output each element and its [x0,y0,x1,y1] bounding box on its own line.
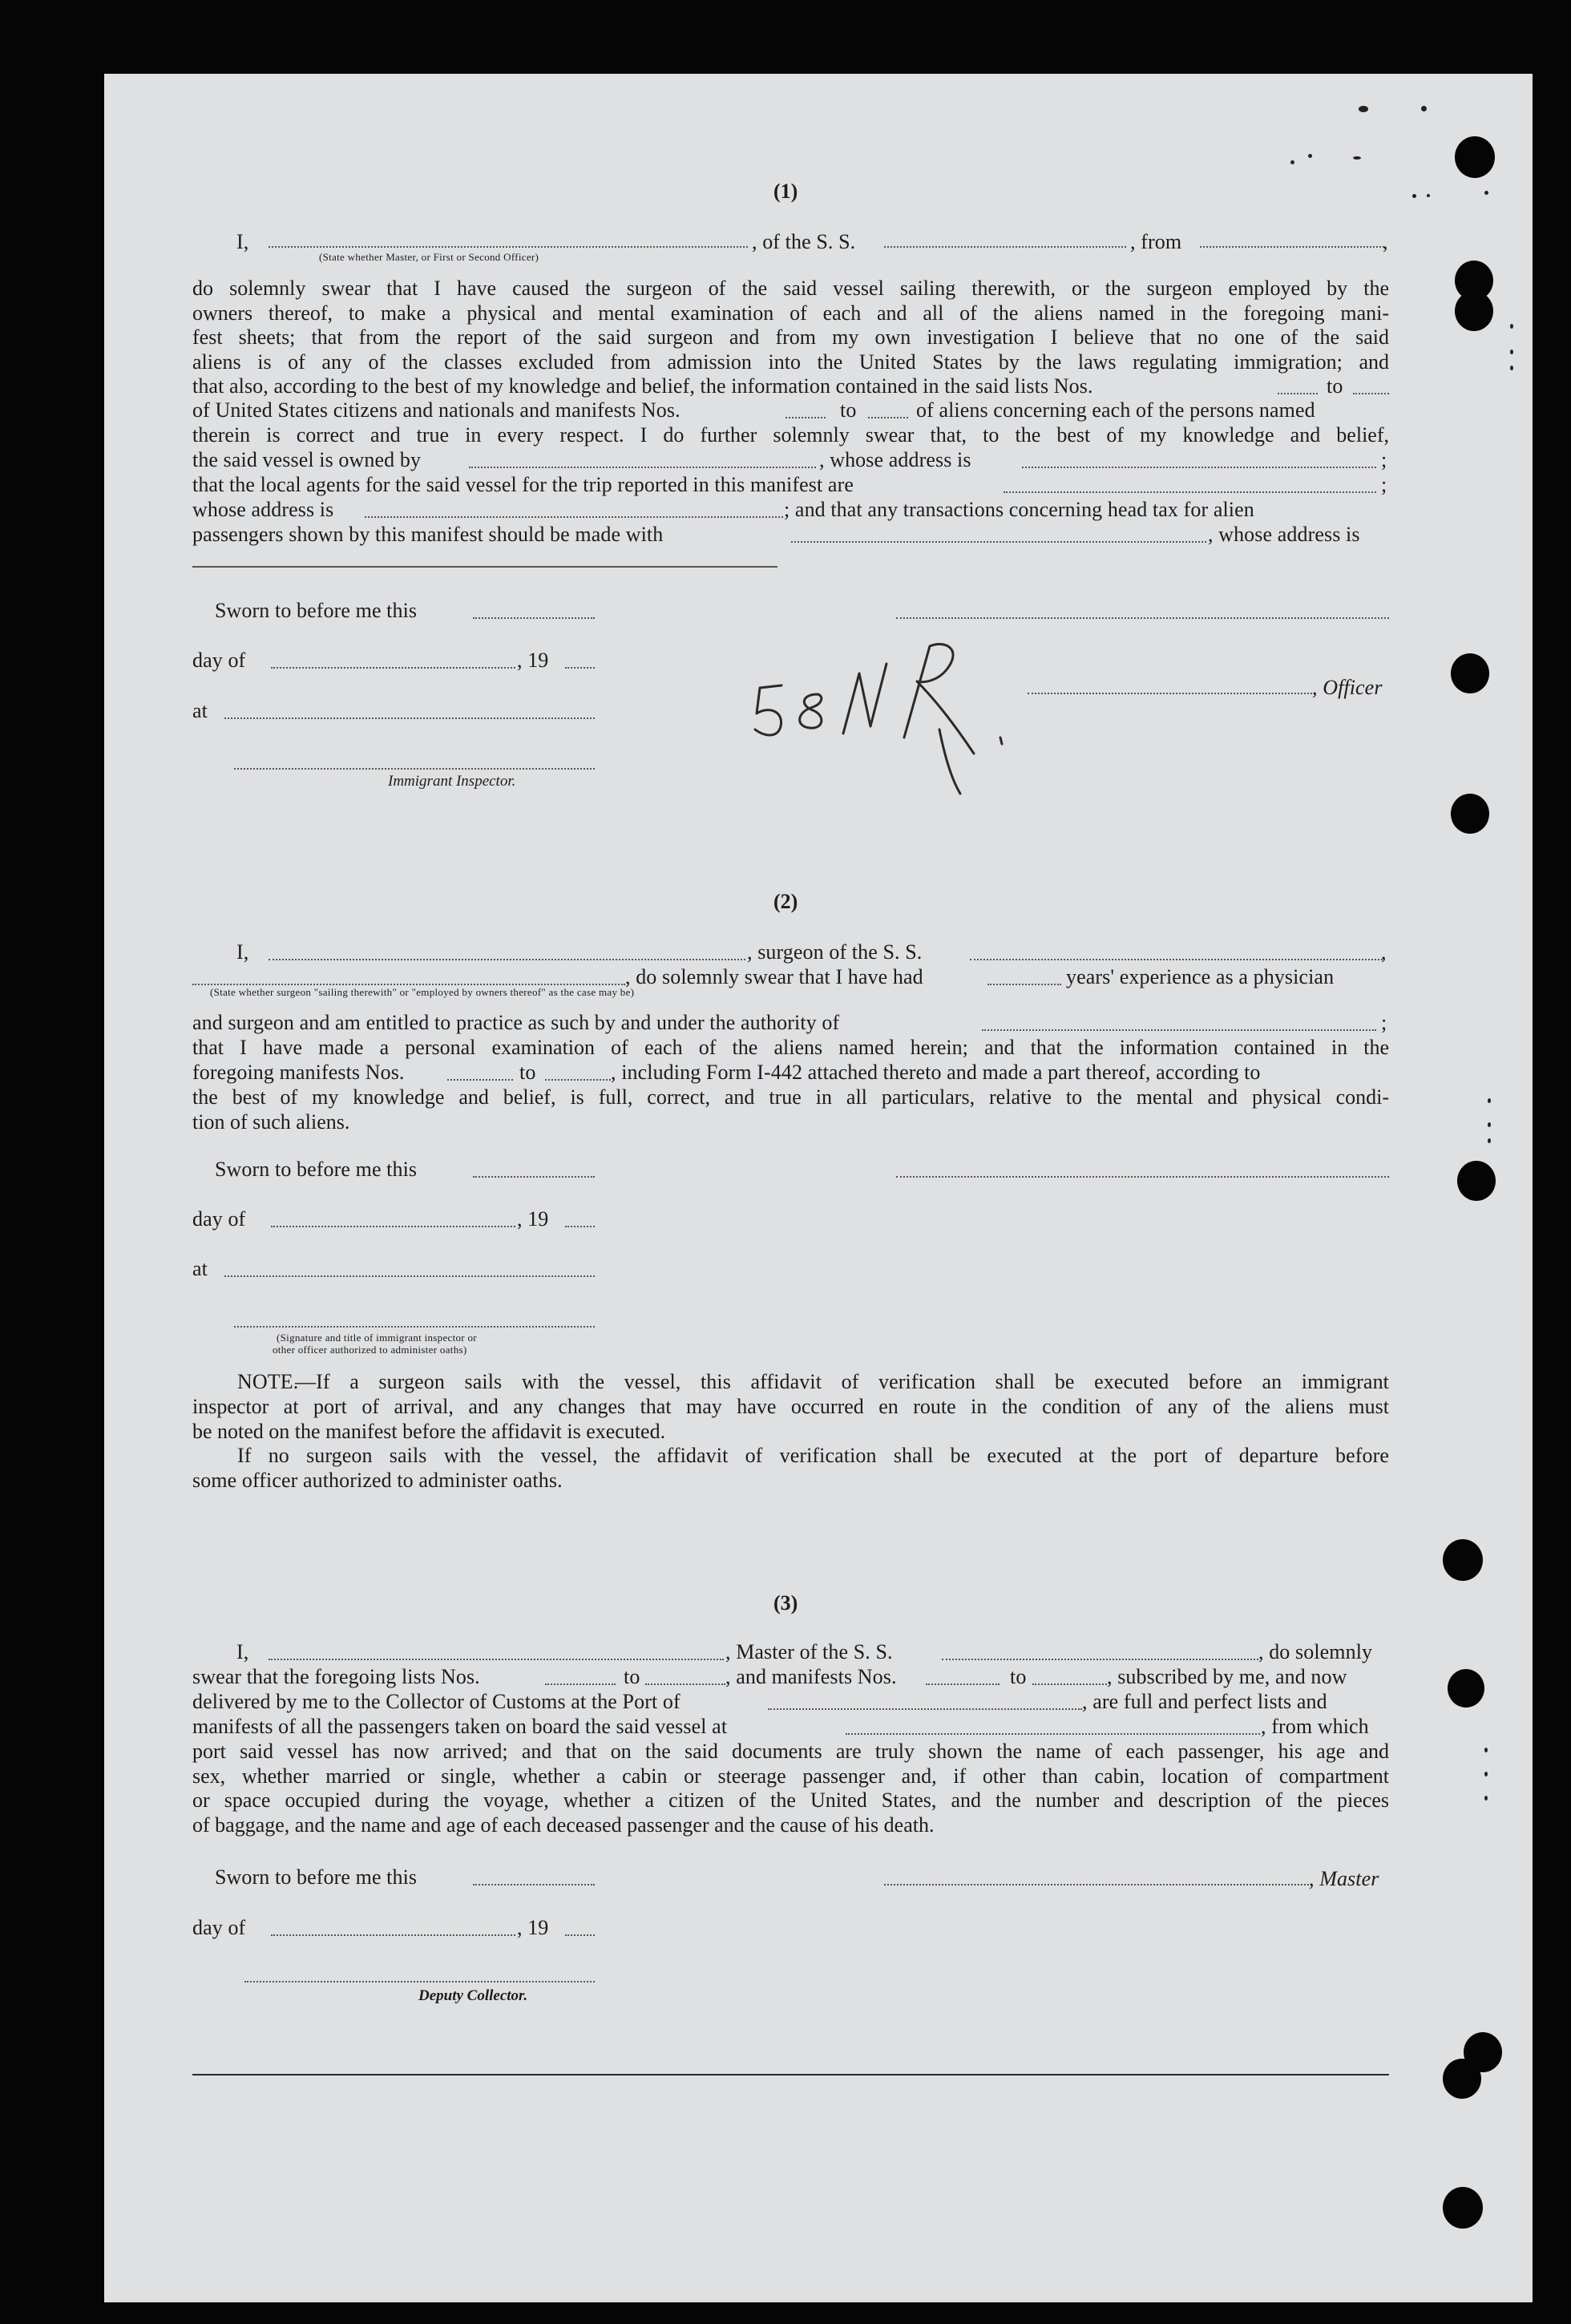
s2-surgeon-name-field[interactable] [269,959,745,960]
speck [1308,154,1312,158]
note-line: some officer authorized to administer oaths. [192,1469,563,1492]
note-line: inspector at port of arrival, and any changes that may have occurred en route in the condition of any of the aliens must [192,1395,1389,1418]
note-line: —If a surgeon sails with the vessel, this affidavit of verification shall be executed before an immigrant [295,1370,1389,1393]
s1-nineteen: , 19 [517,649,549,672]
s1-officer-signature-field[interactable] [896,617,1389,619]
s1-sworn-day-field[interactable] [473,617,595,619]
s2-solemnly-swear: , do solemnly swear that I have had [625,965,923,988]
s1-manifests-to-field[interactable] [868,417,908,418]
s1-manifests-from-field[interactable] [786,417,826,418]
speck [1484,1748,1488,1752]
s1-month-field[interactable] [271,667,515,669]
note-line: If no surgeon sails with the vessel, the affidavit of verification shall be executed at the port of departure before [237,1444,1389,1467]
section-2-number: (2) [773,890,798,913]
s2-para-line: that I have made a personal examination of each of the aliens named herein; and that the information contained in the [192,1036,1389,1059]
s3-line1-i: I, [236,1640,249,1663]
speck [1290,160,1294,164]
binder-hole [1464,2032,1502,2072]
handwriting-text: 58 NR [745,625,748,626]
s3-to-2: to [1010,1665,1027,1688]
s2-month-field[interactable] [271,1226,515,1227]
s1-head-tax: ; and that any transactions concerning head tax for alien [784,498,1254,521]
s1-line1-comma: , [1383,230,1388,253]
s1-semicolon: ; [1381,448,1387,471]
s3-master-name-field[interactable] [269,1659,724,1660]
s2-form-text: , including Form I-442 attached thereto and made a part thereof, according to [611,1061,1261,1084]
s1-line1-of: , of the S. S. [752,230,856,253]
binder-hole [1455,291,1493,331]
speck [1510,350,1513,354]
s3-full-perfect: , are full and perfect lists and [1082,1690,1327,1713]
s2-sailing-note: (State whether surgeon "sailing therewith" or "employed by owners thereof" as the case may be) [210,986,635,998]
section-3-number: (3) [773,1591,798,1615]
s2-manifests-from-field[interactable] [447,1079,513,1081]
speck [1412,194,1416,198]
note-lead: NOTE. [237,1370,299,1393]
speck [1510,324,1513,329]
s1-para-line6: of United States citizens and nationals and manifests Nos. [192,398,680,422]
s1-vessel-name-field[interactable] [884,246,1126,248]
s1-officer-line-field[interactable] [1028,693,1312,694]
s1-sworn: Sworn to before me this [215,599,418,622]
s2-para-line: tion of such aliens. [192,1109,350,1134]
s2-line1-i: I, [236,940,249,964]
binder-hole [1443,1539,1483,1581]
speck [1484,1796,1488,1801]
s3-to: to [624,1665,640,1688]
s1-at-field[interactable] [224,717,595,719]
s2-manifests-to-field[interactable] [545,1079,611,1081]
s1-head-tax-address-field[interactable] [192,566,777,568]
s3-subscribed: , subscribed by me, and now [1107,1665,1347,1688]
s2-sworn: Sworn to before me this [215,1158,418,1181]
binder-hole [1443,2187,1483,2229]
s3-solemnly: , do solemnly [1258,1640,1373,1663]
s1-line1-from: , from [1130,230,1182,253]
s1-lists-from-field[interactable] [1278,393,1318,394]
speck [1510,366,1513,370]
s2-years-experience: years' experience as a physician [1066,965,1335,988]
s3-para-line: sex, whether married or single, whether a cabin or steerage passenger and, if other than cabin, location of compartment [192,1764,1389,1788]
s1-to: to [1327,374,1343,398]
s3-manifests-to-field[interactable] [1032,1683,1107,1685]
s3-master-signature-field[interactable] [884,1884,1309,1885]
s1-para-line: fest sheets; that from the report of the said surgeon and from my own investigation I believe that no one of the said [192,325,1389,349]
s3-paragraph [192,1740,1389,1837]
s1-line1-i: I, [236,230,249,253]
s3-collector-label: Deputy Collector. [418,1987,528,2004]
speck [1488,1098,1491,1103]
s1-inspector-label: Immigrant Inspector. [388,773,516,790]
s2-authority: and surgeon and am entitled to practice as such by and under the authority of [192,1011,840,1034]
s3-month-field[interactable] [271,1934,515,1936]
s1-agents-address-label: whose address is [192,498,334,521]
section-1-number: (1) [773,180,798,203]
s1-agents-address-field[interactable] [365,516,783,518]
s1-owner-address-field[interactable] [1022,467,1376,468]
s2-paragraph [192,1036,1389,1061]
s1-local-agents: that the local agents for the said vessel for the trip reported in this manifest are [192,473,854,496]
s1-owned-by: the said vessel is owned by [192,448,422,471]
s2-to: to [519,1061,536,1084]
s1-agents-field[interactable] [1004,491,1376,493]
s1-inspector-signature-field[interactable] [234,768,595,770]
s3-master-label: , Master [1309,1867,1379,1890]
s1-head-tax-party-field[interactable] [791,541,1206,543]
s3-sworn-day-field[interactable] [473,1884,595,1885]
speck [1488,1122,1491,1127]
note-line-1-wrap [295,1370,1389,1394]
s2-years-field[interactable] [987,984,1061,985]
s3-boarded-at-field[interactable] [846,1733,1260,1735]
s2-paragraph-2 [192,1085,1389,1134]
s3-nineteen: , 19 [517,1916,549,1939]
s3-para-line: or space occupied during the voyage, whether a citizen of the United States, and the number and description of the pieces [192,1788,1389,1812]
note-paragraph [192,1395,1389,1444]
s1-whose-address: , whose address is [819,448,971,471]
s2-surgeon-of: , surgeon of the S. S. [747,940,923,964]
note-line: be noted on the manifest before the affidavit is executed. [192,1419,666,1443]
s2-day-of: day of [192,1207,246,1231]
speck [1421,106,1427,111]
s1-para-line5: that also, according to the best of my knowledge and belief, the information contained in the said lists Nos. [192,374,1093,398]
s2-para-line: the best of my knowledge and belief, is full, correct, and true in all particulars, relative to the mental and physical condi- [192,1085,1389,1109]
s1-of-aliens: of aliens concerning each of the persons named [916,398,1315,422]
s2-semicolon: ; [1381,1011,1387,1034]
speck [1353,156,1361,160]
s1-lists-to-field[interactable] [1353,393,1389,394]
s3-day-of: day of [192,1916,246,1939]
s3-year-field[interactable] [565,1934,595,1936]
s3-manifests-from-field[interactable] [926,1683,1000,1685]
s3-lists-from-field[interactable] [545,1683,616,1685]
s2-sailing-field[interactable] [192,984,625,985]
s2-sig-note-2: other officer authorized to administer oaths) [273,1344,467,1356]
s1-year-field[interactable] [565,667,595,669]
note-line-4-wrap [237,1444,1389,1468]
s3-sworn: Sworn to before me this [215,1865,418,1889]
s1-day-of: day of [192,649,246,672]
speck [1427,194,1430,197]
speck [1488,1138,1491,1143]
s3-taken-on-board: manifests of all the passengers taken on board the said vessel at [192,1715,728,1738]
s3-master-of: , Master of the S. S. [725,1640,893,1663]
s1-from-field[interactable] [1200,246,1384,248]
binder-hole [1451,653,1489,693]
bottom-rule [192,2074,1389,2075]
speck [1484,191,1488,195]
s1-officer-note: (State whether Master, or First or Second Officer) [319,251,539,263]
s3-para-line: of baggage, and the name and age of each deceased passenger and the cause of his death. [192,1813,935,1837]
binder-hole [1455,136,1495,178]
s3-para-line: port said vessel has now arrived; and that on the said documents are truly shown the name of each passenger, his age and [192,1740,1389,1763]
s2-inspector-signature-field[interactable] [234,1326,595,1328]
s1-made-with: passengers shown by this manifest should be made with [192,523,664,546]
s3-lists-to-field[interactable] [645,1683,725,1685]
s1-owner-field[interactable] [469,467,816,468]
s3-delivered: delivered by me to the Collector of Customs at the Port of [192,1690,680,1713]
s1-paragraph-2 [192,423,1389,448]
s3-swear: swear that the foregoing lists Nos. [192,1665,480,1688]
s3-manifests: , and manifests Nos. [725,1665,897,1688]
s3-collector-signature-field[interactable] [244,1981,595,1982]
s2-nineteen: , 19 [517,1207,549,1231]
s2-at: at [192,1257,208,1280]
speck [1359,106,1368,112]
s2-year-field[interactable] [565,1226,595,1227]
binder-hole [1451,794,1489,834]
s2-surgeon-signature-field[interactable] [896,1176,1389,1178]
s2-at-field[interactable] [224,1275,595,1277]
binder-hole [1448,1669,1484,1708]
s2-sig-note-1: (Signature and title of immigrant inspector or [277,1332,477,1344]
binder-hole [1457,1161,1496,1201]
s1-paragraph [192,277,1389,374]
s1-officer-label: , Officer [1312,676,1383,699]
s1-officer-name-field[interactable] [269,246,748,248]
s3-from-which: , from which [1261,1715,1369,1738]
s1-para-line: owners thereof, to make a physical and mental examination of each and all of the aliens named in the foregoing mani- [192,301,1389,325]
s1-para-line: aliens is of any of the classes excluded from admission into the United States by the laws regulating immigration; and [192,350,1389,374]
s2-manifests-nos: foregoing manifests Nos. [192,1061,405,1084]
handwritten-annotation [745,625,1034,802]
s1-whose-address-2: , whose address is [1208,523,1360,546]
s1-at: at [192,699,208,722]
s3-port-field[interactable] [768,1708,1082,1710]
s2-comma: , [1381,940,1387,964]
speck [1484,1772,1488,1776]
s3-vessel-field[interactable] [942,1659,1258,1660]
s1-para-line: therein is correct and true in every respect. I do further solemnly swear that, to the best of my knowledge and belief, [192,423,1389,447]
s2-sworn-day-field[interactable] [473,1176,595,1178]
s1-to-2: to [840,398,857,422]
s2-vessel-field[interactable] [970,959,1383,960]
s1-semicolon-2: ; [1381,473,1387,496]
s1-para-line: do solemnly swear that I have caused the surgeon of the said vessel sailing therewith, or the surgeon employed by the [192,277,1389,300]
s2-authority-field[interactable] [982,1029,1376,1031]
